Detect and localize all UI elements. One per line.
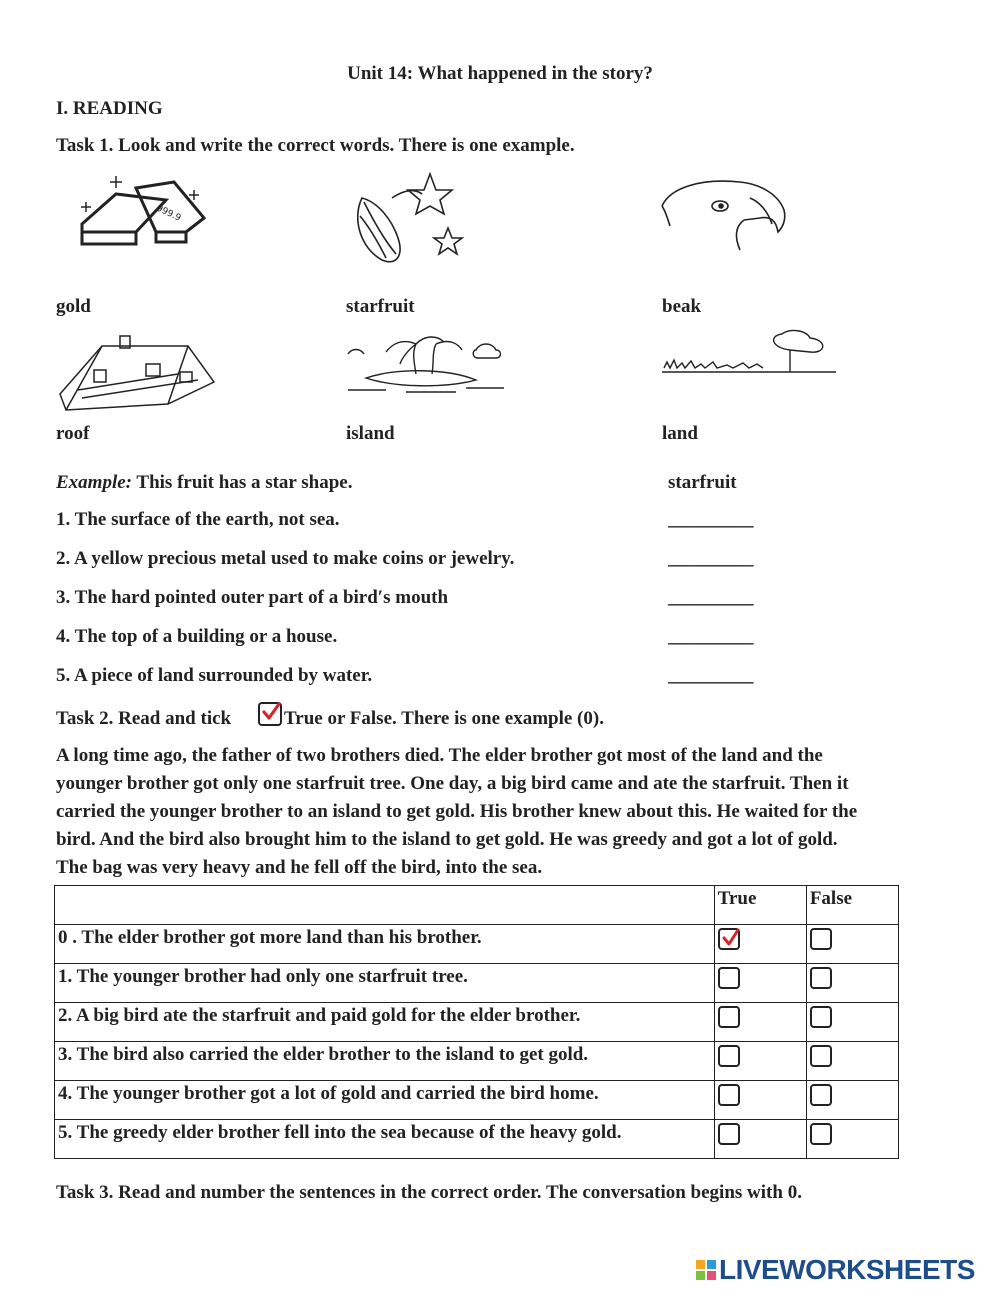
tick-example-icon [258,702,282,726]
question-2: 2. A yellow precious metal used to make coins or jewelry. [56,548,515,569]
answer-blank-4[interactable]: _________ [668,626,754,647]
task3-instruction: Task 3. Read and number the sentences in the correct order. The conversation begins with 0. [56,1182,802,1203]
table-row [55,964,899,1003]
gold-bars-image [76,172,216,262]
statement-2: 2. A big bird ate the starfruit and paid gold for the elder brother. [55,1003,715,1042]
land-image [660,328,840,382]
table-row [55,1042,899,1081]
story-line: carried the younger brother to an island to get gold. His brother knew about this. He waited for the [56,801,858,822]
task2-instruction-end: True or False. There is one example (0). [284,708,604,729]
true-checkbox-3[interactable] [718,1045,740,1067]
true-checkbox-1[interactable] [718,967,740,989]
question-5: 5. A piece of land surrounded by water. [56,665,373,686]
table-row [55,1003,899,1042]
starfruit-image [352,168,472,268]
logo-text: LIVEWORKSHEETS [719,1254,975,1285]
table-header-row [55,886,899,925]
task2-instruction-start: Task 2. Read and tick [56,708,232,729]
false-checkbox-3[interactable] [810,1045,832,1067]
word-beak: beak [662,296,702,317]
false-checkbox-0[interactable] [810,928,832,950]
statement-0: 0 . The elder brother got more land than his brother. [55,925,715,964]
true-checkbox-5[interactable] [718,1123,740,1145]
story-line: younger brother got only one starfruit tree. One day, a big bird came and ate the starfruit. Then it [56,773,849,794]
answer-blank-3[interactable]: _________ [668,587,754,608]
checkmark-icon [724,930,738,944]
example-label: Example: [56,472,132,493]
page-title: Unit 14: What happened in the story? [347,63,653,84]
statement-3: 3. The bird also carried the elder brother to the island to get gold. [55,1042,715,1081]
false-checkbox-5[interactable] [810,1123,832,1145]
question-1: 1. The surface of the earth, not sea. [56,509,340,530]
story-paragraph [56,742,961,882]
section-heading: I. READING [56,98,163,119]
statement-5: 5. The greedy elder brother fell into the sea because of the heavy gold. [55,1120,715,1159]
example-answer: starfruit [668,472,737,493]
word-land: land [662,423,698,444]
question-4: 4. The top of a building or a house. [56,626,338,647]
task1-instruction: Task 1. Look and write the correct words. There is one example. [56,135,575,156]
example-text: This fruit has a star shape. [132,472,353,493]
logo-blocks-icon [696,1260,716,1280]
column-true-header: True [714,886,806,925]
table-row [55,1120,899,1159]
story-line: bird. And the bird also brought him to the island to get gold. He was greedy and got a lot of gold. [56,829,838,850]
answer-blank-2[interactable]: _________ [668,548,754,569]
true-checkbox-0[interactable] [718,928,740,950]
column-false-header: False [806,886,898,925]
example-line [56,472,353,494]
true-checkbox-4[interactable] [718,1084,740,1106]
svg-text:999.9: 999.9 [154,203,183,224]
false-checkbox-2[interactable] [810,1006,832,1028]
word-gold: gold [56,296,91,317]
word-roof: roof [56,423,90,444]
question-3: 3. The hard pointed outer part of a bird′s mouth [56,587,449,608]
true-checkbox-2[interactable] [718,1006,740,1028]
table-row [55,1081,899,1120]
story-line: A long time ago, the father of two brothers died. The elder brother got most of the land and the [56,745,823,766]
answer-blank-5[interactable]: _________ [668,665,754,686]
table-row [55,925,899,964]
island-image [346,328,506,398]
roof-image [58,334,218,414]
statement-4: 4. The younger brother got a lot of gold and carried the bird home. [55,1081,715,1120]
story-line: The bag was very heavy and he fell off the bird, into the sea. [56,857,543,878]
word-starfruit: starfruit [346,296,415,317]
statement-1: 1. The younger brother had only one starfruit tree. [55,964,715,1003]
false-checkbox-1[interactable] [810,967,832,989]
liveworksheets-logo [696,1255,975,1285]
true-false-table [54,885,899,1159]
false-checkbox-4[interactable] [810,1084,832,1106]
eagle-beak-image [660,176,790,256]
word-island: island [346,423,395,444]
table-header-blank [55,886,715,925]
answer-blank-1[interactable]: _________ [668,509,754,530]
